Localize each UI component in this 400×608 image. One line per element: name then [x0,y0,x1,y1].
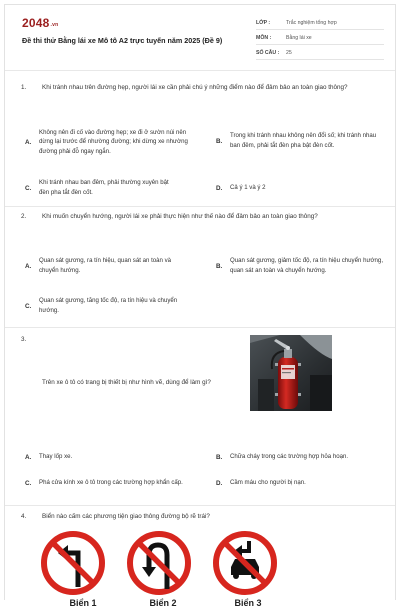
question-text: Khi muốn chuyển hướng, người lái xe phải thực hiện như thế nào để đảm bảo an toàn giao thông? [42,213,318,220]
exam-title: Đề thi thử Bằng lái xe Mô tô A2 trực tuyến năm 2025 (Đề 9) [22,36,223,45]
question-divider [5,327,395,328]
option-3d[interactable]: D. Cầm máu cho người bị nạn. [216,479,306,487]
question-divider [5,206,395,207]
no-car-left-turn-sign [216,534,274,592]
site-logo[interactable]: $2048^{.vn}$ [22,16,59,30]
option-2a[interactable]: A. Quan sát gương, ra tín hiệu, quan sát an toàn và chuyển hướng. [25,257,172,274]
exam-sheet [4,4,396,608]
meta-question-count: SỐ CÂU : 25 [256,48,384,60]
sign-label-1: Biển 1 [69,598,97,608]
no-left-turn-sign [44,534,102,592]
header-divider [5,70,395,71]
meta-subject: MÔN : Bằng lái xe [256,33,384,45]
option-1b[interactable]: B. Trong khi tránh nhau không nên đổi số; khi tránh nhau ban đêm, phải tắt đèn pha bật đèn cốt. [216,132,377,149]
no-u-turn-sign [130,534,188,592]
question-number: 1. [21,84,27,91]
question-number: 2. [21,213,27,220]
option-2c[interactable]: C. Quan sát gương, tăng tốc độ, ra tín hiệu và chuyển hướng. [25,297,178,314]
option-1d[interactable]: D. Cả ý 1 và ý 2 [216,184,266,192]
option-2b[interactable]: B. Quan sát gương, giảm tốc độ, ra tín hiệu chuyển hướng, quan sát an toàn và chuyển hướng. [216,257,384,274]
question-divider [5,505,395,506]
sign-label-3: Biển 3 [234,598,262,608]
traffic-signs-row [41,527,281,601]
sign-label-2: Biển 2 [149,598,177,608]
question-text: Khi tránh nhau trên đường hẹp, người lái xe cần phải chú ý những điểm nào để đảm bảo an toàn giao thông? [42,84,348,91]
option-3b[interactable]: B. Chữa cháy trong các trường hợp hỏa hoạn. [216,453,349,461]
question-number: 3. [21,336,27,343]
question-text: Trên xe ô tô có trang bị thiết bị như hình vẽ, dùng để làm gì? [42,379,211,386]
option-1c[interactable]: C. Khi tránh nhau ban đêm, phải thường xuyên bật đèn pha tắt đèn cốt. [25,179,169,196]
question-number: 4. [21,513,27,520]
meta-class: LỚP : Trắc nghiệm tổng hợp [256,18,384,30]
fire-extinguisher-photo [250,335,332,411]
question-text: Biển nào cấm các phương tiện giao thông đường bộ rẽ trái? [42,513,210,520]
option-3c[interactable]: C. Phá cửa kính xe ô tô trong các trường hợp khẩn cấp. [25,479,183,487]
exam-header [5,5,395,67]
option-3a[interactable]: A. Thay lốp xe. [25,453,73,461]
option-1a[interactable]: A. Không nên đi cố vào đường hẹp; xe đi ở sườn núi nên dừng lại trước để nhường đường; khi dừng xe nhường đường phải đỗ ngay ngắn. [25,128,188,155]
